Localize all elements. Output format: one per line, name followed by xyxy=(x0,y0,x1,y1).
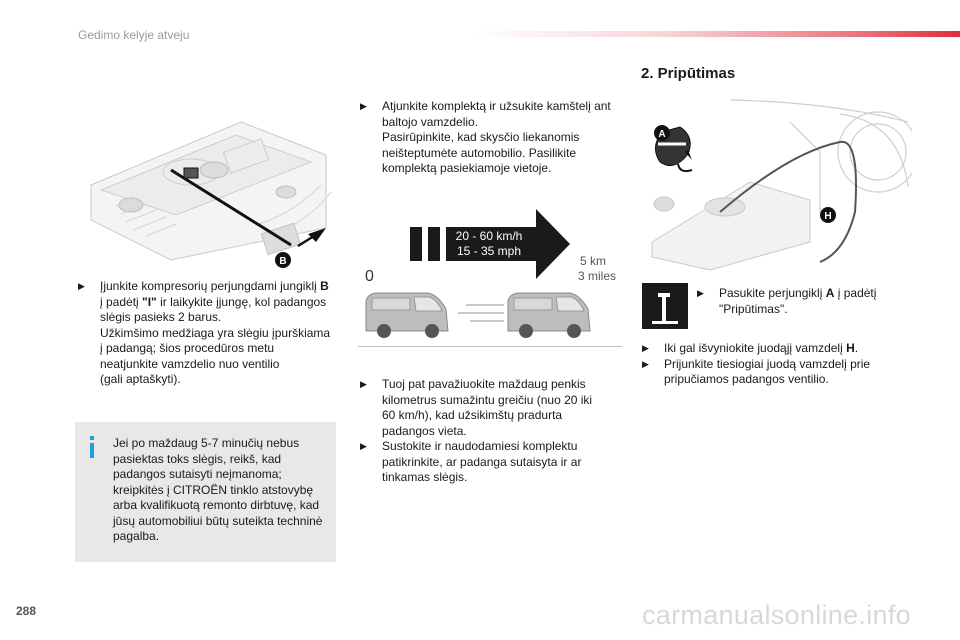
header-gradient-bar xyxy=(470,31,960,37)
bullet-marker-icon: ▶ xyxy=(360,379,367,389)
bullet-marker-icon: ▶ xyxy=(642,358,649,369)
section-title: 2. Pripūtimas xyxy=(641,65,736,82)
label-h: H xyxy=(824,211,832,222)
start-distance-label: 0 xyxy=(365,268,374,285)
info-box xyxy=(75,422,336,562)
inflation-illustration xyxy=(640,92,912,277)
inflation-position-pictogram xyxy=(642,283,688,329)
disconnect-instruction: ▶ Atjunkite komplektą ir užsukite kamštelį ant baltojo vamzdelio. Pasirūpinkite, kad skysčio liekanomis neišteptumėte automobilio. Pasilikite komplektą pasiekiamoje vietoje. xyxy=(360,99,611,175)
figure-divider xyxy=(358,346,622,347)
bullet-marker-icon: ▶ xyxy=(360,101,367,111)
drive-instruction: ▶ Tuoj pat pavažiuokite maždaug penkis kilometrus sumažintu greičiu (nuo 20 iki 60 km/h), kad užsikimštų pradurta padangos vieta. ▶ Sustokite ir naudodamiesi komplektu patikrinkite, ar padanga sutaisyta ir ar tinkamas slėgis. xyxy=(360,377,593,484)
label-a: A xyxy=(658,129,666,140)
switch-instruction: ▶ Pasukite perjungiklį A į padėtį "Pripūtimas". xyxy=(697,286,877,316)
page-number: 288 xyxy=(16,604,37,618)
bullet-marker-icon: ▶ xyxy=(78,281,85,291)
distance-miles-label: 3 miles xyxy=(578,269,617,283)
bullet-marker-icon: ▶ xyxy=(642,343,649,353)
speed-mph-label: 15 - 35 mph xyxy=(456,244,522,258)
van-moving-icon xyxy=(458,293,590,338)
label-b: B xyxy=(279,256,287,267)
info-icon xyxy=(86,436,98,462)
bullet-marker-icon: ▶ xyxy=(360,441,367,451)
van-start-icon xyxy=(366,293,448,338)
drive-distance-illustration xyxy=(358,205,622,340)
hose-instructions: ▶ Iki gal išvyniokite juodąjį vamzdelį H. ▶ Prijunkite tiesiogiai juodą vamzdelį prie pripučiamos padangos ventilio. xyxy=(642,341,871,386)
distance-km-label: 5 km xyxy=(580,254,607,268)
speed-kmh-label: 20 - 60 km/h xyxy=(455,229,523,243)
compressor-switch-illustration xyxy=(76,110,346,275)
running-header: Gedimo kelyje atveju xyxy=(78,28,190,42)
info-text: Jei po maždaug 5-7 minučių nebus pasiektas toks slėgis, reikš, kad padangos sutaisyti neįmanoma; kreipkitės į CITROËN tinklo atstovybę arba kvalifikuotą remonto dirbtuvę, kad jūsų automobiliui būtų suteikta techninė pagalba. xyxy=(113,436,323,543)
compressor-instruction: ▶ Įjunkite kompresorių perjungdami jungiklį B į padėtį "I" ir laikykite įjungę, kol padangos slėgis pasieks 2 barus. Užkimšimo medžiaga yra slėgiu įpurškiama į padangą; šios procedūros metu neatjunkite vamzdelio nuo ventilio (gali aptaškyti). xyxy=(78,279,331,386)
watermark: carmanualsonline.info xyxy=(642,600,911,630)
bullet-marker-icon: ▶ xyxy=(697,288,704,298)
